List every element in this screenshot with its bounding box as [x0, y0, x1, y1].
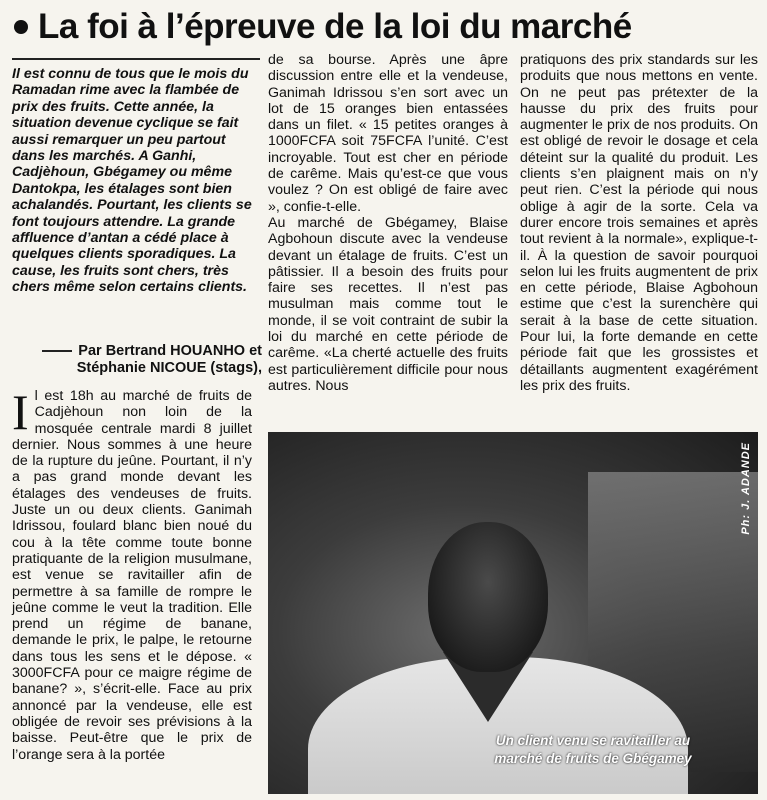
- body-column-2: [268, 52, 508, 394]
- article-title: La foi à l’épreuve de la loi du marché: [38, 7, 632, 46]
- body-column-1: [12, 384, 252, 763]
- article-photo: [268, 432, 758, 794]
- divider: [12, 58, 260, 60]
- body-text-2a: de sa bourse. Après une âpre discussion entre elle et la vendeuse, Ganimah Idrissou s’en sort avec un lot de 15 oranges bien entassées dans un filet. « 15 petites oranges à 1000FCFA soit 75FCFA l’unité. C’est incroyable. Tout est cher en période de carême. Mais qu’est-ce que vous voulez ? On est obligé de faire avec », confie-t-elle.: [268, 52, 508, 215]
- byline-line-2: Stéphanie NICOUE (stags),: [76, 360, 262, 376]
- byline: [12, 343, 262, 377]
- body-text-1: l est 18h au marché de fruits de Cadjèhoun non loin de la mosquée centrale mardi 8 juillet dernier. Nous sommes à une heure de la rupture du jeûne. Pourtant, il n’y a pas grand monde devant les étalages des vendeuses de fruits. Juste un ou deux clients. Ganimah Idrissou, foulard blanc bien noué du cou à la tête comme toute bonne pratiquante de la religion musulmane, est venue se ravitailler afin de permettre à sa famille de rompre le jeûne comme le veut la tradition. Elle prend un régime de banane, demande le prix, le palpe, le retourne dans tous les sens et le dépose. « 3000FCFA pour ce maigre régime de banane? », s’écrit-elle. Face au prix annoncé par la vendeuse, elle est obligée de revoir ses prévisions à la baisse. Peut-être que le prix de l’orange sera à la portée: [12, 388, 252, 763]
- article-lead: Il est connu de tous que le mois du Ramadan rime avec la flambée de prix des fruits. Cette année, la situation devenue cyclique se fait aussi remarquer un peu partout dans les marchés. A Ganhi, Cadjèhoun, Gbégamey ou même Dantokpa, les étalages sont bien achalandés. Pourtant, les clients se font toujours attendre. La grande affluence d’antan a cédé place à quelques clients sporadiques. La cause, les fruits sont chers, très chers même selon certains clients.: [12, 66, 252, 296]
- byline-dash: [42, 350, 72, 352]
- photo-credit: Ph: J. ADANDE: [740, 442, 752, 535]
- byline-line-1: Par Bertrand HOUANHO et: [78, 343, 262, 359]
- photo-subject-head: [428, 522, 548, 672]
- headline: [14, 4, 759, 50]
- body-text-2b: Au marché de Gbégamey, Blaise Agbohoun discute avec la vendeuse devant un étalage de fruits. C’est un pâtissier. Il a besoin des fruits pour faire ses recettes. Il n’est pas musulman mais comme tout le monde, il se voit contraint de subir la loi du marché en cette période de carême. «La cherté actuelle des fruits est particulièrement difficile pour nous autres. Nous: [268, 214, 508, 394]
- body-column-3: [520, 52, 758, 394]
- drop-cap: I: [12, 384, 29, 440]
- bullet-icon: [14, 20, 28, 34]
- photo-caption: Un client venu se ravitailler au marché de fruits de Gbégamey: [494, 733, 692, 766]
- body-text-3: pratiquons des prix standards sur les produits que nous mettons en vente. On ne peut pas prétexter de la hausse du prix des fruits pour augmenter le prix de nos produits. On est obligé de revoir le dosage et cela déteint sur la qualité du produit. Les clients s’en plaignent mais on n’y peut rien. C’est la période qui nous oblige à agir de la sorte. Cela va durer encore trois semaines et après tout revient à la normale», explique-t-il. À la question de savoir pourquoi selon lui les fruits augmentent de prix en cette période, Blaise Agbohoun estime que c’est la surenchère qui serait à la base de cette situation. Pour lui, la forte demande en cette période fait que les grossistes et détaillants augmentent exagérément les prix des fruits.: [520, 52, 758, 394]
